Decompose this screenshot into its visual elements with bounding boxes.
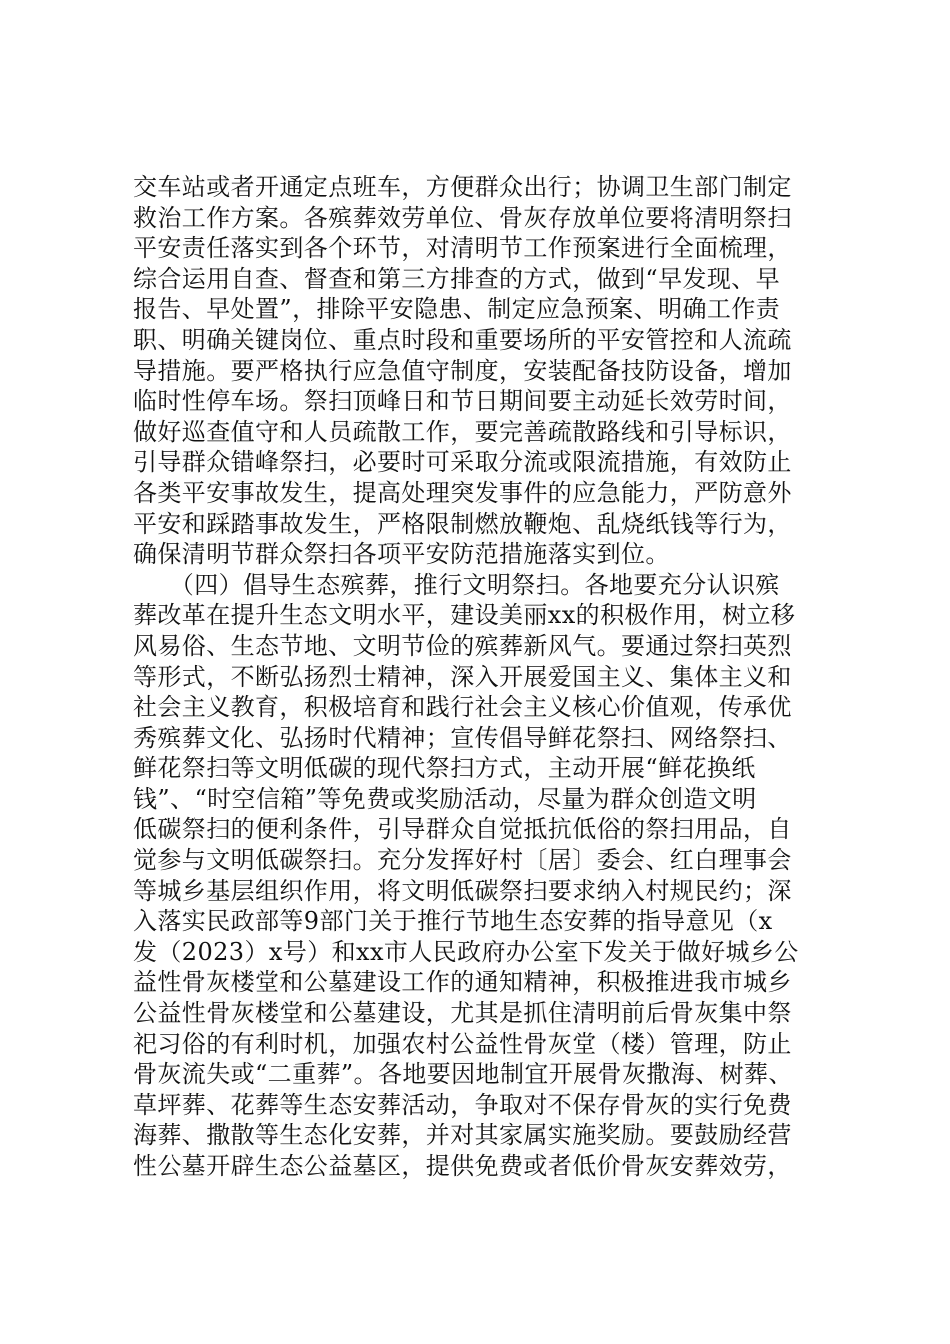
text-line: 等城乡基层组织作用，将文明低碳祭扫要求纳入村规民约；深 — [133, 876, 792, 905]
text-line: 性公墓开辟生态公益墓区，提供免费或者低价骨灰安葬效劳， — [133, 1152, 792, 1180]
text-line: 做好巡查值守和人员疏散工作，要完善疏散路线和引导标识， — [133, 417, 792, 446]
text-line: 引导群众错峰祭扫，必要时可采取分流或限流措施，有效防止 — [133, 448, 792, 477]
text-line: 钱”、“时空信箱”等免费或奖励活动，尽量为群众创造文明 — [133, 784, 757, 813]
text-line: 确保清明节群众祭扫各项平安防范措施落实到位。 — [133, 540, 670, 569]
text-line: 平安和踩踏事故发生，严格限制燃放鞭炮、乱烧纸钱等行为， — [133, 509, 792, 538]
text-line: 导措施。要严格执行应急值守制度，安装配备技防设备，增加 — [133, 356, 792, 385]
text-line: 平安责任落实到各个环节，对清明节工作预案进行全面梳理， — [133, 234, 792, 263]
text-line: 发（2023）x号）和xx市人民政府办公室下发关于做好城乡公 — [133, 937, 799, 966]
text-line: 风易俗、生态节地、文明节俭的殡葬新风气。要通过祭扫英烈 — [133, 631, 792, 660]
text-line: 社会主义教育，积极培育和践行社会主义核心价值观，传承优 — [133, 693, 792, 722]
section-heading-line: （四）倡导生态殡葬，推行文明祭扫。各地要充分认识殡 — [133, 570, 780, 599]
text-line: 祀习俗的有利时机，加强农村公益性骨灰堂（楼）管理，防止 — [133, 1029, 792, 1058]
text-line: 救治工作方案。各殡葬效劳单位、骨灰存放单位要将清明祭扫 — [133, 203, 792, 232]
text-line: 骨灰流失或“二重葬”。各地要因地制宜开展骨灰撒海、树葬、 — [133, 1060, 793, 1089]
text-line: 草坪葬、花葬等生态安葬活动，争取对不保存骨灰的实行免费 — [133, 1090, 792, 1119]
text-line: 临时性停车场。祭扫顶峰日和节日期间要主动延长效劳时间， — [133, 387, 792, 416]
text-line: 益性骨灰楼堂和公墓建设工作的通知精神，积极推进我市城乡 — [133, 968, 792, 997]
text-line: 葬改革在提升生态文明水平，建设美丽xx的积极作用，树立移 — [133, 601, 796, 630]
text-line: 海葬、撒散等生态化安葬，并对其家属实施奖励。要鼓励经营 — [133, 1121, 792, 1150]
text-line: 公益性骨灰楼堂和公墓建设，尤其是抓住清明前后骨灰集中祭 — [133, 999, 792, 1028]
text-line: 报告、早处置”，排除平安隐患、制定应急预案、明确工作责 — [133, 295, 781, 324]
text-line: 鲜花祭扫等文明低碳的现代祭扫方式，主动开展“鲜花换纸 — [133, 754, 756, 783]
text-line: 交车站或者开通定点班车，方便群众出行；协调卫生部门制定 — [133, 173, 792, 201]
body-text — [133, 172, 853, 1182]
text-line: 秀殡葬文化、弘扬时代精神；宣传倡导鲜花祭扫、网络祭扫、 — [133, 723, 792, 752]
text-line: 等形式，不断弘扬烈士精神，深入开展爱国主义、集体主义和 — [133, 662, 792, 691]
text-line: 入落实民政部等9部门关于推行节地生态安葬的指导意见（x — [133, 907, 773, 936]
text-line: 各类平安事故发生，提高处理突发事件的应急能力，严防意外 — [133, 478, 792, 507]
text-line: 综合运用自查、督查和第三方排查的方式，做到“早发现、早 — [133, 264, 781, 293]
text-line: 职、明确关键岗位、重点时段和重要场所的平安管控和人流疏 — [133, 325, 792, 354]
text-line: 觉参与文明低碳祭扫。充分发挥好村〔居〕委会、红白理事会 — [133, 846, 792, 875]
text-line: 低碳祭扫的便利条件，引导群众自觉抵抗低俗的祭扫用品，自 — [133, 815, 792, 844]
